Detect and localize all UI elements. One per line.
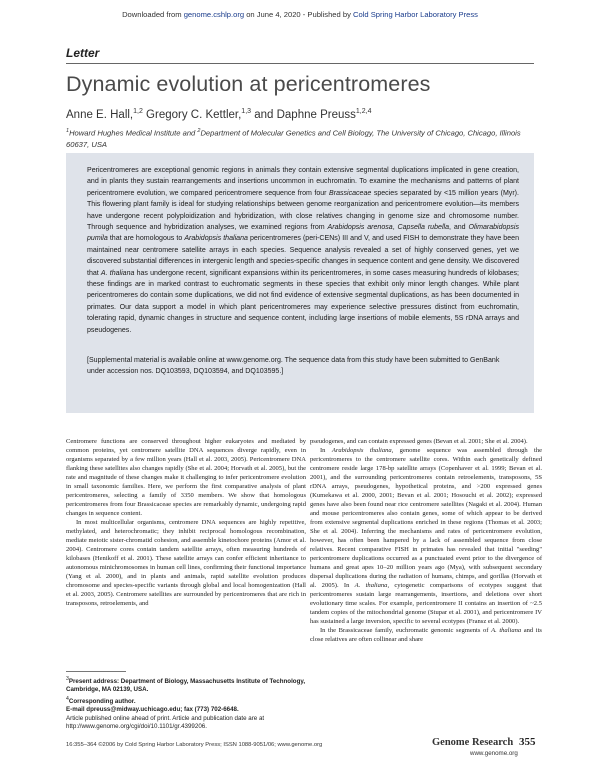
banner-middle: on June 4, 2020 - Published by — [244, 10, 353, 19]
body-paragraph — [310, 446, 542, 626]
author-affil-sup: 1,2,4 — [355, 108, 372, 115]
supplemental-note: [Supplemental material is available online at www.genome.org. The sequence data from this study have been submitted to GenBank under accession nos. DQ103593, DQ103594, and DQ103595.] — [87, 357, 500, 376]
affil-text: Howard Hughes Medical Institute and — [69, 128, 198, 138]
download-banner — [0, 10, 600, 19]
footnotes — [66, 675, 306, 732]
author-name: Anne E. Hall, — [66, 108, 134, 121]
abstract-italic: Arabidopsis thaliana — [184, 235, 248, 243]
author-list — [66, 108, 371, 121]
article-title: Dynamic evolution at pericentromeres — [66, 72, 431, 96]
author-name: Gregory C. Kettler, — [142, 108, 242, 121]
footnote-sup: 3 — [66, 676, 69, 682]
abstract-span: Pericentromeres are exceptional genomic regions in animals they contain extensive segmental duplications implicated in gene creation, and in plants they sustain rearrangements and insertions uncommon in euchromatin. To examine the mechanisms and patterns of plant pericentromere evolution, we compared pericentromere sequence from four — [87, 167, 519, 197]
body-column-right — [310, 437, 542, 644]
abstract-span: that are homologous to — [107, 235, 185, 243]
footnote-present-address — [66, 675, 306, 695]
footnote-text: Corresponding author. — [68, 697, 136, 705]
section-label: Letter — [66, 46, 100, 60]
abstract-span: , — [392, 224, 398, 232]
author-name: and Daphne Preuss — [251, 108, 356, 121]
affil-text: Department of Molecular Genetics and Cell Biology, The University of Chicago, Chicago, Illinois 60637, USA — [66, 128, 521, 149]
footnote-email — [66, 706, 306, 714]
abstract-box — [66, 153, 534, 413]
banner-site-link[interactable]: genome.cshlp.org — [183, 10, 245, 19]
author-affil-sup: 1,3 — [241, 108, 252, 115]
footnote-sup: 4 — [66, 695, 69, 702]
footnote-article-link[interactable]: Article published online ahead of print. Article and publication date are at http://www.genome.org/cgi/doi/10.1101/gr.4399206. — [66, 714, 265, 731]
journal-name: Genome Research — [432, 737, 514, 748]
abstract-span: has undergone recent, significant expansions within its pericentromeres, in some cases measuring hundreds of kilobases; these findings are in marked contrast to euchromatic segments in these species that exhibit only minor length changes. While plant pericentromeres do contain some duplications, we did not find evidence of extensive segmental duplications, as has been documented in primates. Our data support a model in which plant pericentromeres may experience selective pressures distinct from euchromatin, tolerating rapid, dynamic changes in structure and sequence content, including large insertions of mobile elements, 5S rDNA arrays and pseudogenes. — [87, 269, 519, 334]
body-span: In the Brassicaceae family, euchromatic genomic segments of — [320, 627, 492, 635]
footnote-text: Present address: Department of Biology, Massachusetts Institute of Technology, Cambridge, MA 02139, USA. — [66, 678, 306, 694]
footnote-corresponding — [66, 695, 306, 706]
body-paragraph — [310, 626, 542, 644]
body-span: , genome sequence was assembled through the pericentromeres to the centromere satellite cores. Within each genetically defined centromere reside large 178-bp satellite arrays (Copenhaver et al. 1999; Bevan et al. 2001), and the surrounding pericentromeres contain retroelements, transposons, 5S rDNA arrays, pseudogenes, hypothetical proteins, and >200 expressed genes (Kumekawa et al. 2000, 2001; Bevan et al. 2001; Hosouchi et al. 2002); expressed genes have also been found near rice centromere satellites (Nagaki et al. 2004). Human and mouse pericentromeres also contain genes, some of which appear to be derived from extensive segmental duplications enriched in these regions (Thomas et al. 2003; She et al. 2004). Inferring the mechanisms and rates of pericentromere evolution, however, has often been hampered by a lack of assembled sequence from close relatives. Recent comparative FISH in primates has revealed that initial "seeding" pericentromere duplications occurred as a punctuated event prior to the divergence of humans and great apes 10–20 million years ago (Mya), with subsequent secondary dispersal duplications during the radiation of humans, chimps, and gorillas (Horvath et al. 2005). In — [310, 447, 543, 590]
author-affil-sup: 1,2 — [133, 108, 143, 115]
abstract-italic: Brassicaceae — [329, 189, 372, 197]
body-italic: A. thaliana — [491, 627, 522, 635]
abstract-text — [87, 165, 519, 336]
abstract-italic: Capsella rubella — [397, 224, 449, 232]
body-column-left — [66, 437, 306, 608]
header-rule — [66, 63, 534, 64]
abstract-italic: Olimarabidopsis pumila — [87, 224, 519, 243]
abstract-span: , and — [449, 224, 469, 232]
abstract-span: pericentromeres (peri-CENs) III and V, and used FISH to demonstrate they have been maintained near centromere satellite arrays in each species. Sequence analysis revealed a set of highly conserved genes, yet we discovered substantial differences in intergenic length and species-specific changes in sequence content and gene density. We discovered that — [87, 235, 519, 277]
banner-publisher-link[interactable]: Cold Spring Harbor Laboratory Press — [353, 10, 478, 19]
footnote-rule — [66, 671, 126, 672]
affiliations — [66, 126, 536, 150]
abstract-italic: Arabidopsis arenosa — [327, 224, 393, 232]
banner-prefix: Downloaded from — [122, 10, 184, 19]
affil-sup: 2 — [197, 128, 201, 134]
page-number: 355 — [519, 736, 536, 748]
body-span: , cytogenetic comparisons of ecotypes suggest that pericentromeres sustain large rearrangements, insertions, and deletions over short evolutionary time scales. For example, pericentromere II contains an insertion of ~2.5 tandem copies of the mitochondrial genome (Stupar et al. 2001), and pericentromere IV has sustained a large inversion, specific to several ecotypes (Fransz et al. 2000). — [310, 582, 542, 626]
body-span: In — [320, 447, 332, 455]
abstract-span: species separated by <15 million years (Myr). This flowering plant family is ideal for studying relationships between genome reorganization and pericentromere evolution—its members have undergone recent polyploidization and hybridization, with close relatives changing in genome size and chromosome number. Through sequence and hybridization analyses, we examined regions from — [87, 189, 519, 232]
body-paragraph: In most multicellular organisms, centromere DNA sequences are highly repetitive, methylated, and heterochromatic; they inhibit reciprocal homologous recombination, mediate meiotic sister-chromatid cohesion, and assemble kinetochore proteins (Amor et al. 2004). Centromere cores contain tandem satellite arrays, often measuring hundreds of kilobases (Henikoff et al. 2001). These satellite arrays can confer efficient inheritance to autonomous minichromosomes in human cell lines, confirming their functional importance (Yang et al. 2000), and in plants and animals, rapid satellite evolution produces chromosome and species-specific variants through global and local homogenization (Hall et al. 2003, 2005). Centromere satellites are surrounded by pericentromeres that are rich in transposons, retroelements, and — [66, 519, 306, 608]
body-paragraph: Centromere functions are conserved throughout higher eukaryotes and mediated by common proteins, yet centromere satellite DNA sequences diverge rapidly, even in organisms separated by a few million years (Hall et al. 2003, 2005). Pericentromere DNA flanking these satellites also changes rapidly (She et al. 2004; Horvath et al. 2005), but the rate and magnitude of these changes make it challenging to infer pericentromere evolution in small taxonomic families. Here, we perform the first comparative analysis of plant pericentromeres, selecting a family of 3350 members. We show that homologous pericentromeres from four Brassicaceae species are remarkably dynamic, undergoing rapid changes in sequence content. — [66, 438, 306, 518]
body-span: and its close relatives are often collinear and share — [310, 627, 542, 644]
affil-sup: 1 — [66, 128, 70, 134]
abstract-italic: A. thaliana — [100, 269, 135, 277]
footnote-text: E-mail dpreuss@midway.uchicago.edu; fax (773) 702-6648. — [66, 706, 239, 714]
body-italic: A. thaliana — [354, 582, 388, 590]
footer-citation: 16:355–364 ©2006 by Cold Spring Harbor Laboratory Press; ISSN 1088-9051/06; www.genome.org — [66, 742, 323, 748]
body-paragraph: pseudogenes, and can contain expressed genes (Bevan et al. 2001; She et al. 2004). — [310, 438, 528, 445]
journal-website-link[interactable]: www.genome.org — [470, 750, 518, 757]
body-italic: Arabidopsis thaliana — [331, 447, 392, 455]
